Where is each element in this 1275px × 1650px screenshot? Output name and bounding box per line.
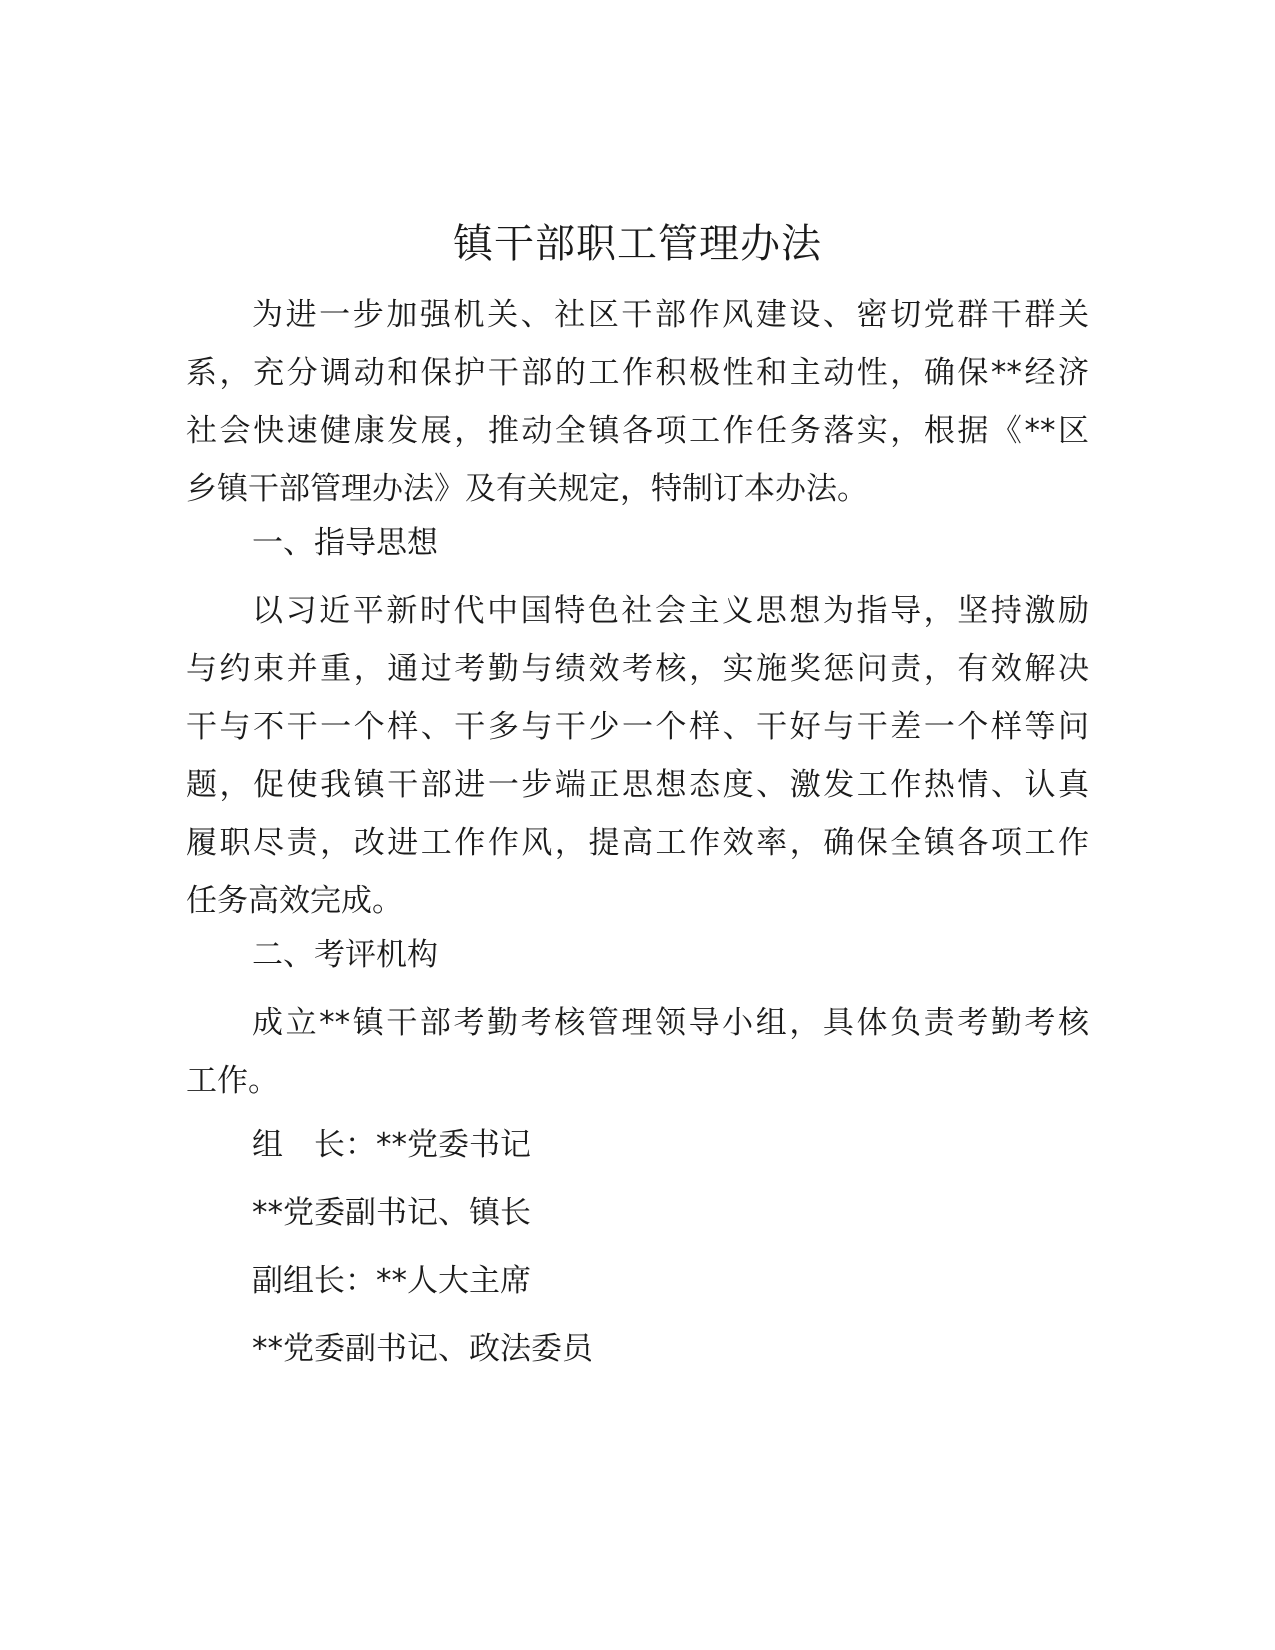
section-heading-guiding-ideology: 一、指导思想	[252, 525, 438, 561]
paragraph-line: 成立**镇干部考勤考核管理领导小组，具体负责考勤考核	[252, 1005, 1089, 1041]
intro-line: 系，充分调动和保护干部的工作积极性和主动性，确保**经济	[186, 355, 1089, 391]
paragraph-line: 工作。	[186, 1063, 279, 1099]
paragraph-line: 与约束并重，通过考勤与绩效考核，实施奖惩问责，有效解决	[186, 651, 1089, 687]
member-deputy-leader: 副组长：**人大主席	[252, 1263, 531, 1299]
paragraph-line: 干与不干一个样、干多与干少一个样、干好与干差一个样等问	[186, 709, 1089, 745]
intro-paragraph	[186, 286, 1089, 518]
intro-line: 为进一步加强机关、社区干部作风建设、密切党群干群关	[252, 297, 1089, 333]
paragraph-line: 履职尽责，改进工作作风，提高工作效率，确保全镇各项工作	[186, 825, 1089, 861]
intro-line: 乡镇干部管理办法》及有关规定，特制订本办法。	[186, 471, 868, 507]
paragraph-line: 任务高效完成。	[186, 883, 403, 919]
evaluation-body-paragraph	[186, 994, 1089, 1110]
paragraph-line: 以习近平新时代中国特色社会主义思想为指导，坚持激励	[252, 593, 1089, 629]
member-deputy-leader-2: **党委副书记、政法委员	[252, 1331, 593, 1367]
intro-line: 社会快速健康发展，推动全镇各项工作任务落实，根据《**区	[186, 413, 1089, 449]
member-leader: 组 长：**党委书记	[252, 1127, 531, 1163]
guiding-ideology-paragraph	[186, 582, 1089, 930]
section-heading-evaluation-body: 二、考评机构	[252, 937, 438, 973]
page-title: 镇干部职工管理办法	[453, 221, 822, 267]
member-leader-2: **党委副书记、镇长	[252, 1195, 531, 1231]
paragraph-line: 题，促使我镇干部进一步端正思想态度、激发工作热情、认真	[186, 767, 1089, 803]
